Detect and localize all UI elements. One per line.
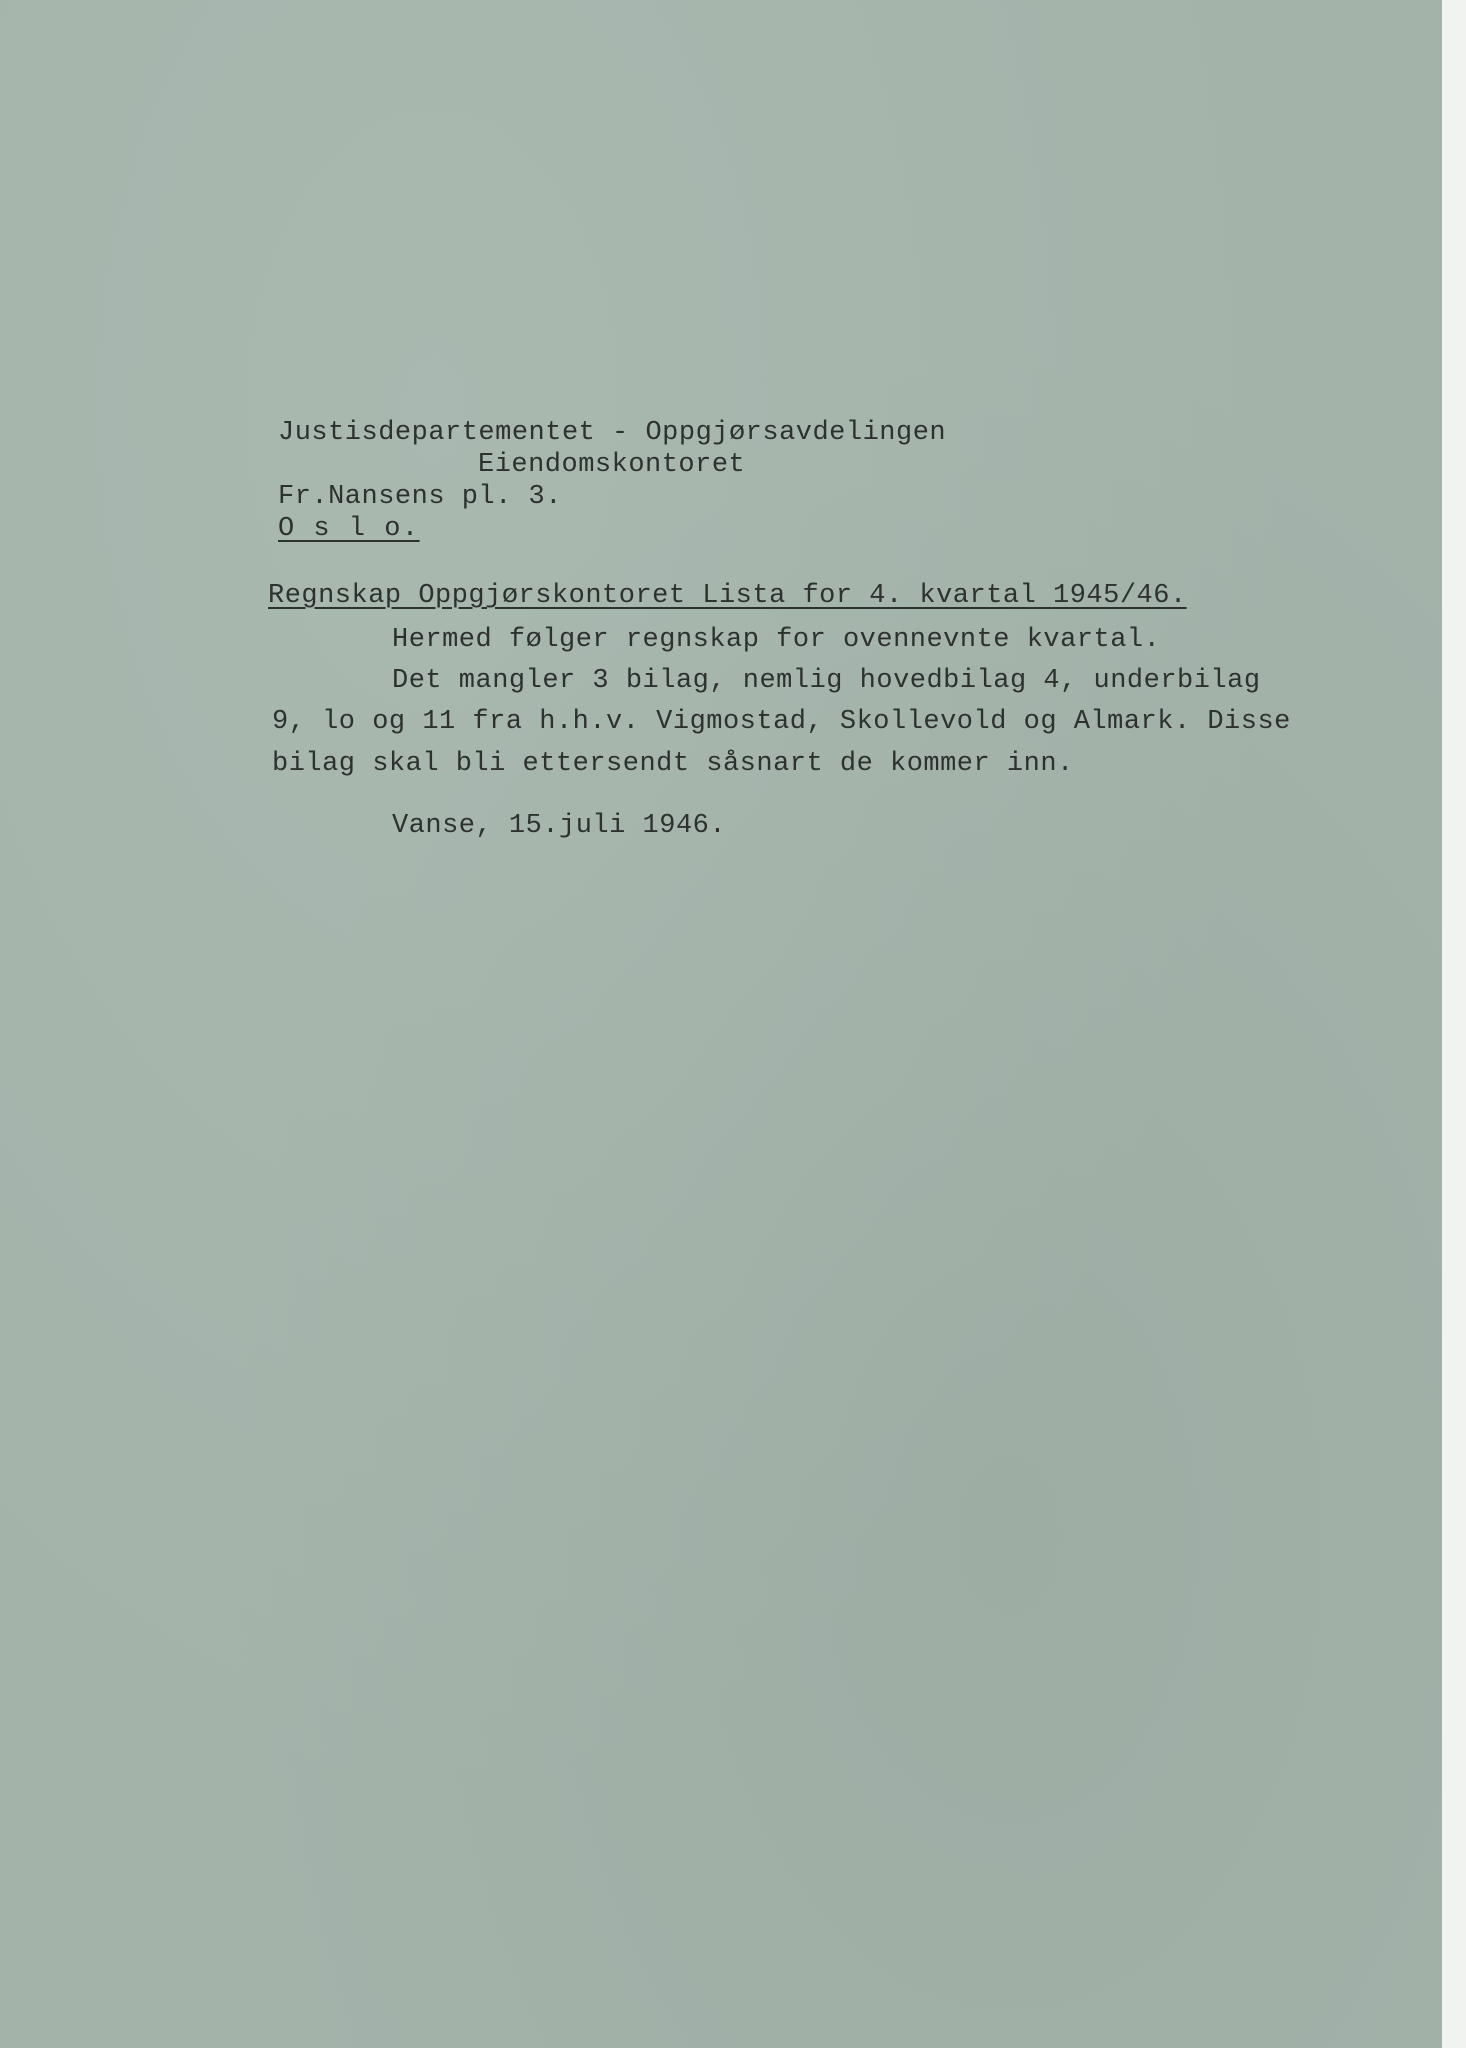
body-line-2: Det mangler 3 bilag, nemlig hovedbilag 4, underbilag <box>392 666 1261 696</box>
page-edge-margin <box>1442 0 1466 2048</box>
recipient-line-department: Justisdepartementet - Oppgjørsavdelingen <box>278 418 947 448</box>
body-line-1: Hermed følger regnskap for ovennevnte kvartal. <box>392 625 1161 655</box>
signoff-place-date: Vanse, 15.juli 1946. <box>392 811 727 841</box>
subject-line: Regnskap Oppgjørskontoret Lista for 4. kvartal 1945/46. <box>268 581 1187 611</box>
recipient-line-city: O s l o. <box>278 514 420 544</box>
body-line-4: bilag skal bli ettersendt såsnart de kommer inn. <box>272 749 1074 779</box>
recipient-line-office: Eiendomskontoret <box>478 450 746 480</box>
recipient-line-address: Fr.Nansens pl. 3. <box>278 482 562 512</box>
body-line-3: 9, lo og 11 fra h.h.v. Vigmostad, Skollevold og Almark. Disse <box>272 707 1291 737</box>
